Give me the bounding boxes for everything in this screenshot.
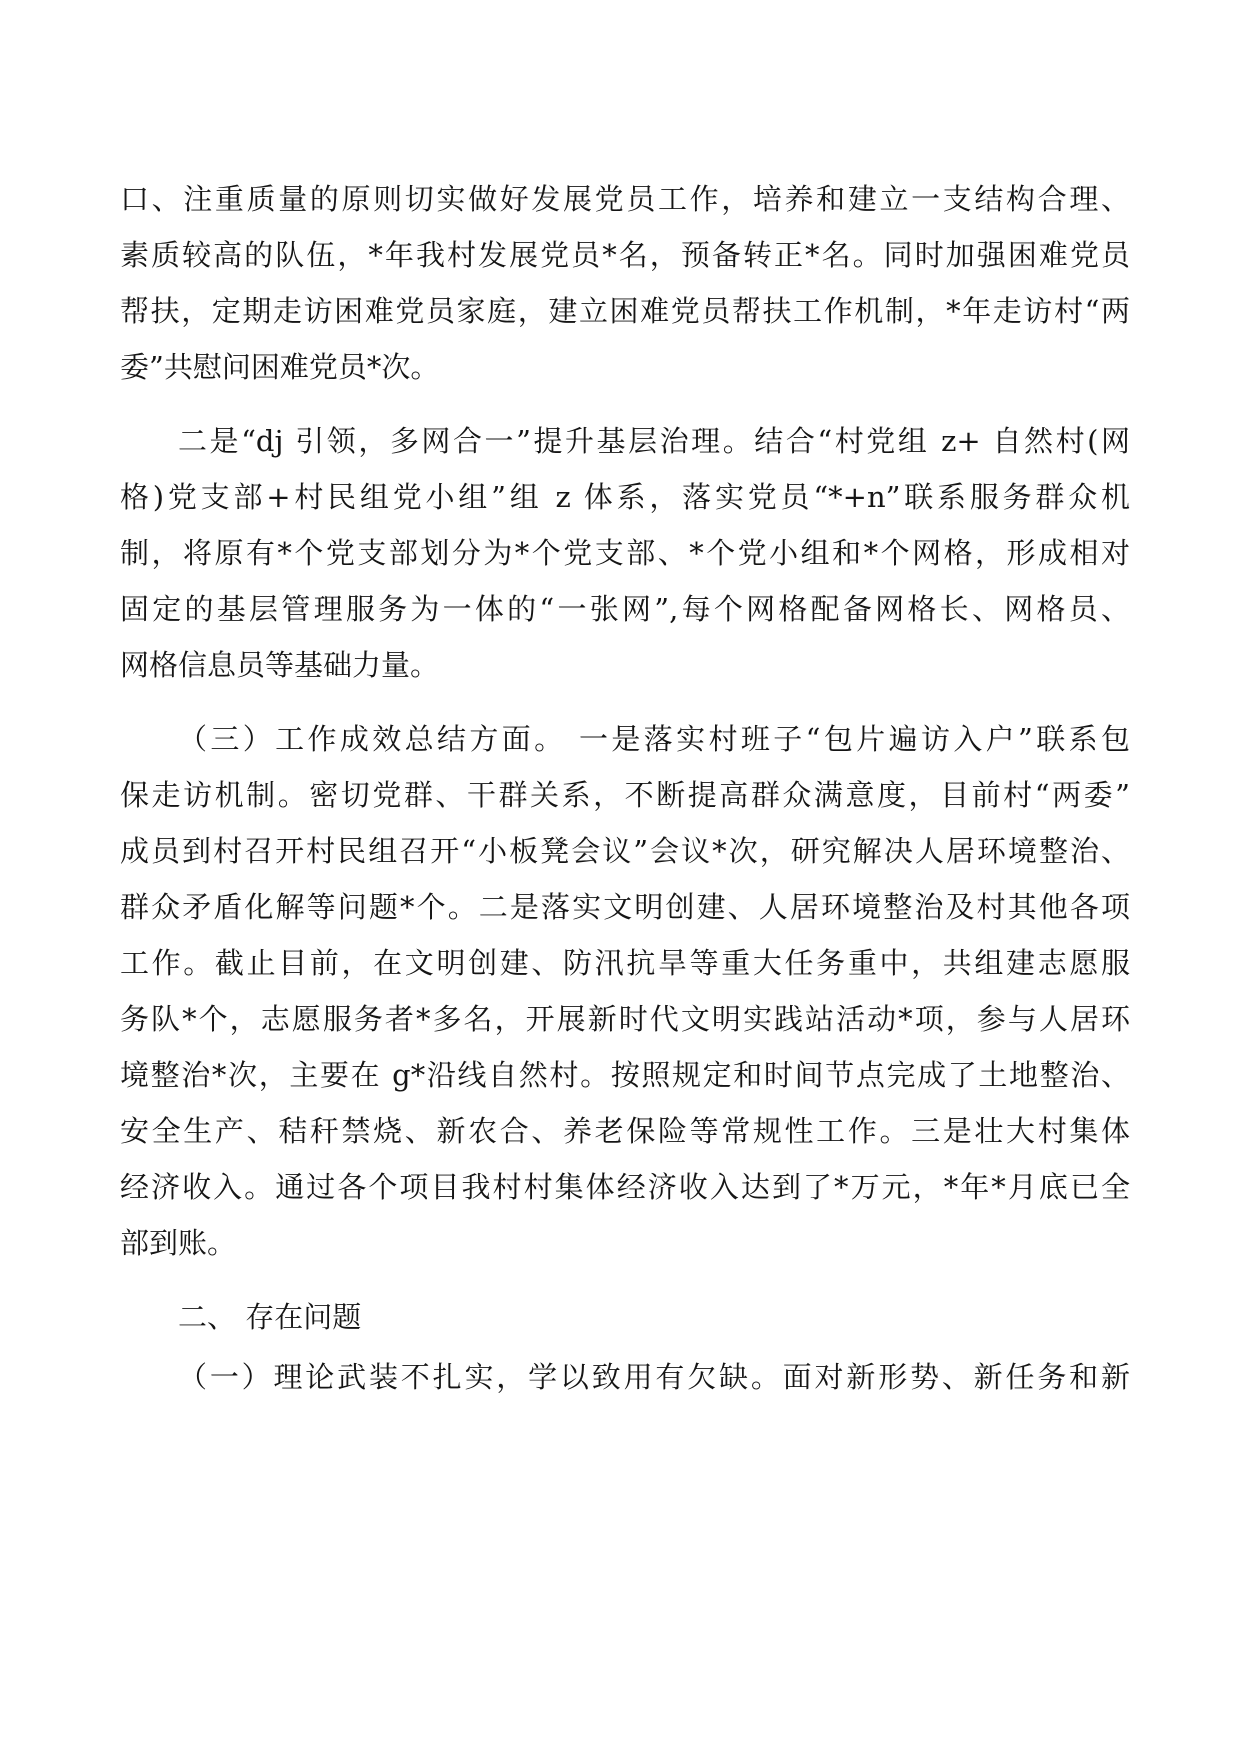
text-line: 网格信息员等基础力量。 — [120, 648, 440, 682]
paragraph-theory-study — [120, 1349, 1130, 1405]
paragraph-work-results — [120, 711, 1130, 1271]
text-line: 安全生产、秸秆禁烧、新农合、养老保险等常规性工作。三是壮大村集体 — [120, 1114, 1130, 1148]
text-line: 帮扶，定期走访困难党员家庭，建立困难党员帮扶工作机制，*年走访村“两 — [120, 294, 1130, 328]
text-line: 务队*个，志愿服务者*多名，开展新时代文明实践站活动*项，参与人居环 — [120, 1002, 1130, 1036]
section-heading: 二、 存在问题 — [178, 1300, 362, 1334]
text-line: 保走访机制。密切党群、干群关系，不断提高群众满意度，目前村“两委” — [120, 778, 1130, 812]
text-line: 固定的基层管理服务为一体的“一张网”,每个网格配备网格长、网格员、 — [120, 592, 1130, 626]
text-line: 群众矛盾化解等问题*个。二是落实文明创建、人居环境整治及村其他各项 — [120, 890, 1130, 924]
text-line: 二是“dj 引领，多网合一”提升基层治理。结合“村党组 z+ 自然村(网 — [178, 424, 1130, 458]
text-line: （一）理论武装不扎实，学以致用有欠缺。面对新形势、新任务和新 — [178, 1360, 1130, 1394]
text-line: 委”共慰问困难党员*次。 — [120, 350, 440, 384]
paragraph-grassroots-governance — [120, 413, 1130, 693]
text-line: 口、注重质量的原则切实做好发展党员工作，培养和建立一支结构合理、 — [120, 182, 1130, 216]
text-line: 格)党支部+村民组党小组”组 z 体系，落实党员“*+n”联系服务群众机 — [120, 480, 1130, 514]
text-line: 素质较高的队伍，*年我村发展党员*名，预备转正*名。同时加强困难党员 — [120, 238, 1130, 272]
text-line: 部到账。 — [120, 1226, 237, 1260]
text-line: 境整治*次，主要在 g*沿线自然村。按照规定和时间节点完成了土地整治、 — [120, 1058, 1130, 1092]
document-body — [120, 171, 1130, 1423]
text-line: 经济收入。通过各个项目我村村集体经济收入达到了*万元，*年*月底已全 — [120, 1170, 1130, 1204]
text-line: （三）工作成效总结方面。 一是落实村班子“包片遍访入户”联系包 — [178, 722, 1130, 756]
section-heading-problems — [120, 1289, 1130, 1345]
text-line: 制，将原有*个党支部划分为*个党支部、*个党小组和*个网格，形成相对 — [120, 536, 1130, 570]
text-line: 工作。截止目前，在文明创建、防汛抗旱等重大任务重中，共组建志愿服 — [120, 946, 1130, 980]
paragraph-party-member-development — [120, 171, 1130, 395]
text-line: 成员到村召开村民组召开“小板凳会议”会议*次，研究解决人居环境整治、 — [120, 834, 1130, 868]
